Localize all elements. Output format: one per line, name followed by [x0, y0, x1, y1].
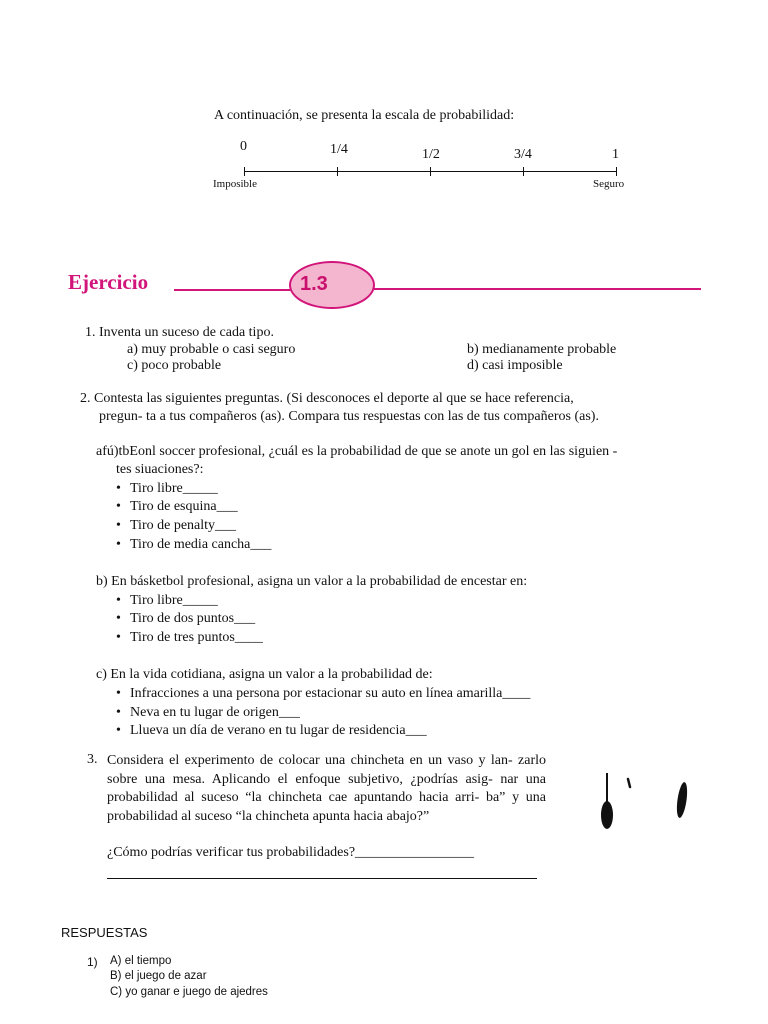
- list-item: Infracciones a una persona por estacionar su auto en línea amarilla____: [130, 686, 531, 701]
- q2a-line1: afú)tbEonl soccer profesional, ¿cuál es la probabilidad de que se anote un gol en las siguien -: [96, 444, 618, 459]
- list-item: Tiro de tres puntos____: [130, 630, 263, 645]
- scale-tick-label: 1/4: [330, 142, 348, 157]
- scale-tick-label: 1: [612, 147, 619, 162]
- question-2-line1: 2. Contesta las siguientes preguntas. (Si desconoces el deporte al que se hace referencia,: [80, 391, 574, 406]
- header-rule-left: [174, 289, 292, 291]
- scale-tick: [523, 167, 524, 176]
- header-rule-right: [374, 288, 701, 290]
- answers-number: 1): [87, 955, 98, 969]
- answer-c: C) yo ganar e juego de ajedres: [110, 986, 268, 998]
- scale-tick-label: 1/2: [422, 147, 440, 162]
- q1-option-a: a) muy probable o casi seguro: [127, 342, 296, 357]
- thumbtack-illustration: [590, 765, 700, 835]
- list-item: Llueva un día de verano en tu lugar de residencia___: [130, 723, 427, 738]
- exercise-title: Ejercicio: [68, 270, 149, 294]
- bullet-icon: •: [116, 705, 121, 720]
- scale-tick-label: 3/4: [514, 147, 532, 162]
- bullet-icon: •: [116, 723, 121, 738]
- list-item: Tiro de dos puntos___: [130, 611, 256, 626]
- scale-right-label: Seguro: [593, 178, 625, 190]
- question-3-verify: ¿Cómo podrías verificar tus probabilidades?_________________: [107, 845, 475, 860]
- list-item: Tiro libre_____: [130, 481, 218, 496]
- answer-b: B) el juego de azar: [110, 970, 207, 982]
- exercise-number: 1.3: [300, 273, 328, 295]
- list-item: Tiro de esquina___: [130, 499, 238, 514]
- answer-line: [107, 878, 537, 879]
- tack-tip-icon: [628, 779, 630, 787]
- q2a-line2: tes siuaciones?:: [116, 462, 204, 477]
- bullet-icon: •: [116, 481, 121, 496]
- scale-tick: [616, 167, 617, 176]
- q1-option-d: d) casi imposible: [467, 358, 563, 373]
- tack-head-icon: [601, 801, 613, 829]
- question-1: 1. Inventa un suceso de cada tipo.: [85, 325, 274, 340]
- bullet-icon: •: [116, 686, 121, 701]
- scale-tick: [430, 167, 431, 176]
- question-2-line2: pregun- ta a tus compañeros (as). Compara tus respuestas con las de tus compañeros (as).: [99, 409, 599, 424]
- bullet-icon: •: [116, 630, 121, 645]
- q1-option-b: b) medianamente probable: [467, 342, 617, 357]
- list-item: Neva en tu lugar de origen___: [130, 705, 300, 720]
- q1-option-c: c) poco probable: [127, 358, 222, 373]
- bullet-icon: •: [116, 518, 121, 533]
- scale-tick: [244, 167, 245, 176]
- scale-intro: A continuación, se presenta la escala de probabilidad:: [214, 108, 515, 123]
- scale-left-label: Imposible: [213, 178, 257, 190]
- bullet-icon: •: [116, 611, 121, 626]
- scale-tick: [337, 167, 338, 176]
- answers-heading: RESPUESTAS: [61, 925, 148, 940]
- list-item: Tiro libre_____: [130, 593, 218, 608]
- scale-tick-label: 0: [240, 139, 247, 154]
- bullet-icon: •: [116, 593, 121, 608]
- bullet-icon: •: [116, 499, 121, 514]
- question-3-number: 3.: [87, 752, 98, 767]
- list-item: Tiro de penalty___: [130, 518, 237, 533]
- answer-a: A) el tiempo: [110, 955, 172, 967]
- tack-side-icon: [675, 782, 689, 819]
- q2c-line: c) En la vida cotidiana, asigna un valor a la probabilidad de:: [96, 667, 433, 682]
- question-3-text: Considera el experimento de colocar una chincheta en un vaso y lan- zarlo sobre una mesa. Aplicando el enfoque subjetivo, ¿podrías asig- nar una probabilidad al suceso “la chincheta cae apuntando hacia arri- ba” y una probabilidad al suceso “la chincheta apunta hacia abajo?”: [107, 753, 546, 824]
- q2b-line: b) En básketbol profesional, asigna un valor a la probabilidad de encestar en:: [96, 574, 528, 589]
- bullet-icon: •: [116, 537, 121, 552]
- list-item: Tiro de media cancha___: [130, 537, 272, 552]
